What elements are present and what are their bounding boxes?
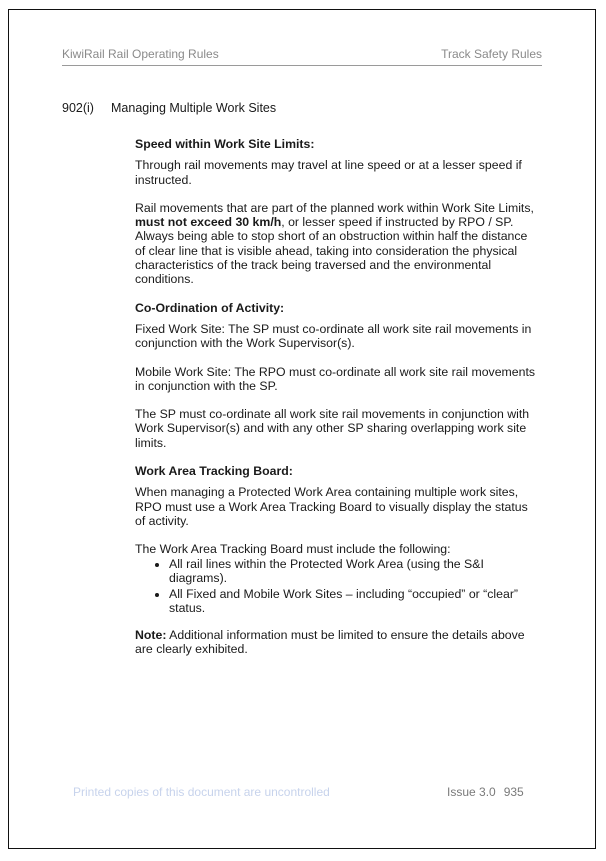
coordination-heading: Co-Ordination of Activity: bbox=[135, 300, 285, 315]
note-label: Note: bbox=[135, 627, 167, 642]
section-title: Managing Multiple Work Sites bbox=[111, 101, 277, 115]
tracking-bullet-list bbox=[135, 557, 535, 616]
tracking-paragraph-1: When managing a Protected Work Area containing multiple work sites, RPO must use a Work Area Tracking Board to visually display the status of activity. bbox=[135, 485, 528, 528]
speed-p2-start: Rail movements that are part of the planned work within Work Site Limits, bbox=[135, 200, 534, 215]
tracking-paragraph-2: The Work Area Tracking Board must include the following: bbox=[135, 542, 451, 557]
section-heading bbox=[62, 101, 276, 115]
speed-paragraph-3: Always being able to stop short of an obstruction within half the distance of clear line that is visible ahead, taking into consideration the physical characteristics of the track being traversed and the environmental conditions. bbox=[135, 229, 528, 287]
coordination-paragraph-1: Fixed Work Site: The SP must co-ordinate all work site rail movements in conjunction with the Work Supervisor(s). bbox=[135, 321, 532, 351]
note-text: Additional information must be limited to ensure the details above are clearly exhibited. bbox=[135, 627, 525, 657]
list-item: • All rail lines within the Protected Work Area (using the S&I diagrams). bbox=[169, 557, 535, 586]
section-number: 902(i) bbox=[62, 101, 94, 115]
issue-number: Issue 3.0 bbox=[447, 785, 496, 799]
coordination-paragraph-2: Mobile Work Site: The RPO must co-ordinate all work site rail movements in conjunction with the SP. bbox=[135, 364, 536, 393]
page-number: 935 bbox=[503, 785, 524, 799]
speed-paragraph-1: Through rail movements may travel at line speed or at a lesser speed if instructed. bbox=[135, 158, 522, 187]
note-paragraph bbox=[135, 628, 535, 657]
header-right-title: Track Safety Rules bbox=[441, 47, 542, 61]
speed-limit-emphasis: must not exceed 30 km/h bbox=[135, 215, 282, 230]
running-header bbox=[62, 47, 542, 66]
uncontrolled-copy-notice: Printed copies of this document are uncontrolled bbox=[73, 785, 330, 799]
speed-paragraph-2 bbox=[135, 201, 535, 230]
list-item: • All Fixed and Mobile Work Sites – including “occupied” or “clear” status. bbox=[169, 587, 535, 616]
coordination-paragraph-3: The SP must co-ordinate all work site rail movements in conjunction with Work Supervisor(s) and with any other SP sharing overlapping work site limits. bbox=[135, 407, 530, 450]
footer-issue-page bbox=[447, 785, 524, 799]
speed-p2-end: , or lesser speed if instructed by RPO / SP. bbox=[281, 215, 514, 230]
tracking-heading: Work Area Tracking Board: bbox=[135, 464, 293, 479]
rule-content bbox=[135, 137, 535, 670]
speed-heading: Speed within Work Site Limits: bbox=[135, 137, 315, 151]
header-left-title: KiwiRail Rail Operating Rules bbox=[62, 47, 219, 61]
